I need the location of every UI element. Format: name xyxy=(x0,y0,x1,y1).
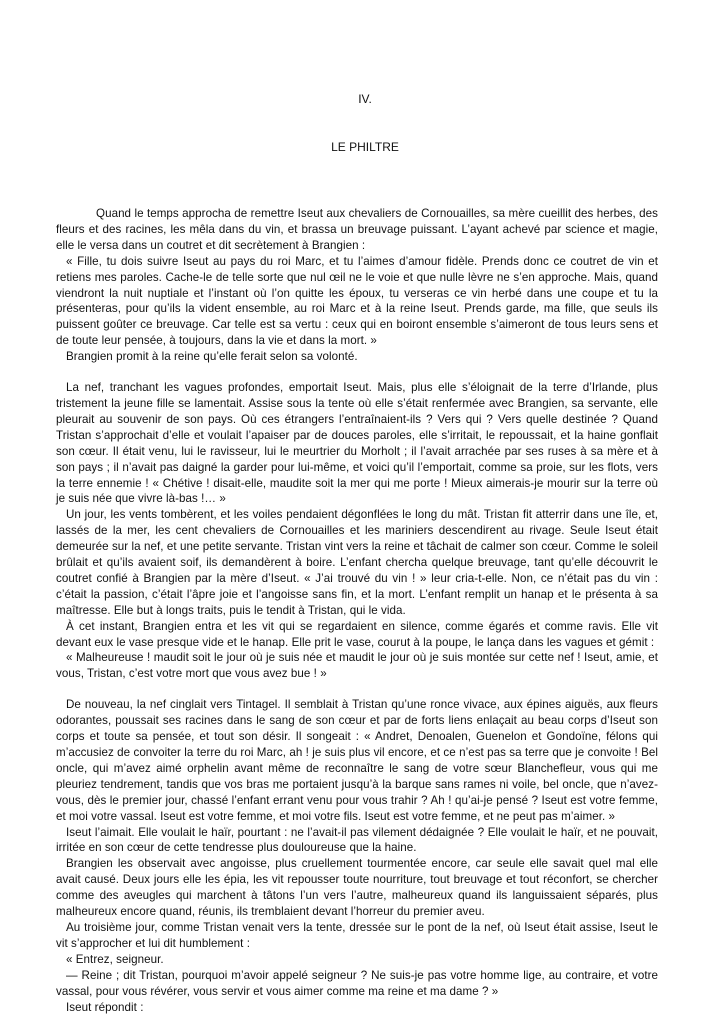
paragraph: Un jour, les vents tombèrent, et les voiles pendaient dégonflées le long du mât. Tristan fit atterrir dans une île, et, lassés de la mer, les cent chevaliers de Cornouailles et les mariniers descendirent au rivage. Seule Iseut était demeurée sur la nef, et une petite servante. Tristan vint vers la reine et tâchait de calmer son cœur. Comme le soleil brûlait et qu’ils avaient soif, ils demandèrent à boire. L’enfant chercha quelque breuvage, tant qu’elle découvrit le coutret confié à Brangien par la mère d’Iseut. « J’ai trouvé du vin ! » leur cria-t-elle. Non, ce n’était pas du vin : c’était la passion, c’était l’âpre joie et l’angoisse sans fin, et la mort. L’enfant remplit un hanap et le présenta à sa maîtresse. Elle but à longs traits, puis le tendit à Tristan, qui le vida. xyxy=(56,508,658,617)
paragraph: Brangien promit à la reine qu’elle ferait selon sa volonté. xyxy=(66,350,358,364)
paragraph: « Malheureuse ! maudit soit le jour où je suis née et maudit le jour où je suis montée sur cette nef ! Iseut, amie, et vous, Tristan, c’est votre mort que vous avez bue ! » xyxy=(56,651,658,681)
chapter-title: LE PHILTRE xyxy=(331,140,399,154)
paragraph: À cet instant, Brangien entra et les vit qui se regardaient en silence, comme égarés et comme ravis. Elle vit devant eux le vase presque vide et le hanap. Elle prit le vase, courut à la poupe, le lança dans les vagues et gémit : xyxy=(56,619,658,649)
paragraph: La nef, tranchant les vagues profondes, emportait Iseut. Mais, plus elle s’éloignait de la terre d’Irlande, plus tristement la jeune fille se lamentait. Assise sous la tente où elle s’était renfermée avec Brangien, sa servante, elle pleurait au souvenir de son pays. Où ces étrangers l’entraînaient-ils ? Vers qui ? Vers quelle destinée ? Quand Tristan s’approchait d’elle et voulait l’apaiser par de douces paroles, elle s’irritait, le repoussait, et la haine gonflait son cœur. Il était venu, lui le ravisseur, lui le meurtrier du Morholt ; il l’avait arrachée par ses ruses à sa mère et à son pays ; il n’avait pas daigné la garder pour lui-même, et voici qu’il l’emportait, comme sa proie, sur les flots, vers la terre ennemie ! « Chétive ! disait-elle, maudite soit la mer qui me porte ! Mieux aimerais-je mourir sur la terre où je suis née que vivre là-bas !… » xyxy=(56,381,658,506)
paragraph: Iseut l’aimait. Elle voulait le haïr, pourtant : ne l’avait-il pas vilement dédaignée ? Elle voulait le haïr, et ne pouvait, irritée en son cœur de cette tendresse plus douloureuse que la haine. xyxy=(56,825,658,855)
paragraph: « Entrez, seigneur. xyxy=(66,952,164,966)
paragraph: De nouveau, la nef cinglait vers Tintagel. Il semblait à Tristan qu’une ronce vivace, aux épines aiguës, aux fleurs odorantes, poussait ses racines dans le sang de son cœur et par de forts liens enlaçait au beau corps d’Iseut son corps et toute sa pensée, et tout son désir. Il songeait : « Andret, Denoalen, Guenelon et Gondoïne, félons qui m’accusiez de convoiter la terre du roi Marc, ah ! je suis plus vil encore, et ce n’est pas sa terre que je convoite ! Bel oncle, qui m’avez aimé orphelin avant même de reconnaître le sang de votre sœur Blanchefleur, vous qui me pleuriez tendrement, tandis que vos bras me portaient jusqu’à la barque sans rames ni voile, bel oncle, que n’avez-vous, dès le premier jour, chassé l’enfant errant venu pour vous trahir ? Ah ! qu’ai-je pensé ? Iseut est votre femme, et moi votre vassal. Iseut est votre femme, et moi votre fils. Iseut est votre femme, et ne peut pas m’aimer. » xyxy=(56,698,658,823)
chapter-body xyxy=(56,206,658,1015)
paragraph: Au troisième jour, comme Tristan venait vers la tente, dressée sur le pont de la nef, où Iseut était assise, Iseut le vit s’approcher et lui dit humblement : xyxy=(56,920,658,950)
paragraph: « Fille, tu dois suivre Iseut au pays du roi Marc, et tu l’aimes d’amour fidèle. Prends donc ce coutret de vin et retiens mes paroles. Cache-le de telle sorte que nul œil ne le voie et que nulle lèvre ne s’en approche. Mais, quand viendront la nuit nuptiale et l’instant où l’on quitte les époux, tu verseras ce vin herbé dans une coupe et tu la présenteras, pour qu’ils la vident ensemble, au roi Marc et à la reine Iseut. Prends garde, ma fille, que seuls ils puissent goûter ce breuvage. Car telle est sa vertu : ceux qui en boiront ensemble s’aimeront de tous leurs sens et de toute leur pensée, à toujours, dans la vie et dans la mort. » xyxy=(56,254,658,348)
paragraph: Brangien les observait avec angoisse, plus cruellement tourmentée encore, car seule elle savait quel mal elle avait causé. Deux jours elle les épia, les vit repousser toute nourriture, tout breuvage et tout réconfort, se chercher comme des aveugles qui marchent à tâtons l’un vers l’autre, malheureux quand ils languissaient séparés, plus malheureux encore quand, réunis, ils tremblaient devant l’horreur du premier aveu. xyxy=(56,857,658,919)
paragraph: Quand le temps approcha de remettre Iseut aux chevaliers de Cornouailles, sa mère cueillit des herbes, des fleurs et des racines, les mêla dans du vin, et brassa un breuvage puissant. L’ayant achevé par science et magie, elle le versa dans un coutret et dit secrètement à Brangien : xyxy=(56,207,658,252)
paragraph: Iseut répondit : xyxy=(66,1000,144,1014)
paragraph: — Reine ; dit Tristan, pourquoi m’avoir appelé seigneur ? Ne suis-je pas votre homme lige, au contraire, et votre vassal, pour vous révérer, vous servir et vous aimer comme ma reine et ma dame ? » xyxy=(56,968,658,998)
chapter-number: IV. xyxy=(358,92,372,106)
